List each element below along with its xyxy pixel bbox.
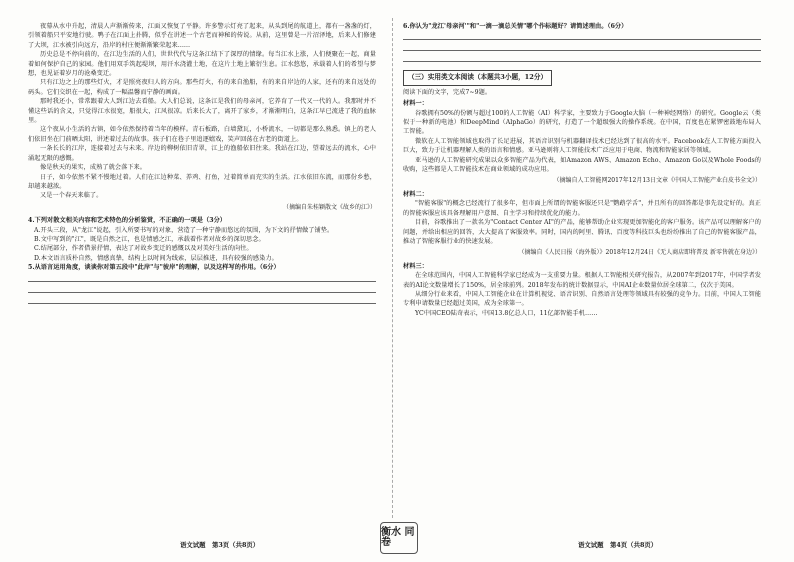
passage-paragraph: 历史总是不停向前的，在江边生活的人们，世世代代与这条江结下了深厚的情缘。每当江水上涨，人们便聚在一起，商量着如何保护自己的家园。他们用双手筑起堤坝，用汗水浇灌土地，在这片土地上繁衍生息。江水悠悠，承载着人们的希望与梦想，也见证着岁月的沧桑变迁。 <box>28 51 376 78</box>
material-1-title: 材料一： <box>403 100 428 108</box>
passage-paragraph: 只有江边之上的那些灯火，才是照亮夜归人的方向。那些灯火，有的来自渔船，有的来自岸边的人家，还有的来自远处的码头。它们交织在一起，构成了一幅温馨而宁静的画面。 <box>28 79 376 96</box>
material-1-source: （摘编自人工智能网2017年12月13日文章《中国人工智能产业白皮书全文》） <box>553 177 761 185</box>
answer-line[interactable] <box>28 273 376 282</box>
question-6-title: 6.你认为"龙江'母亲河'"和"一滴一滴总关情"哪个作标题好？请简述理由。（6分） <box>403 23 628 30</box>
passage-paragraph: 又是一个春天来临了。 <box>40 192 103 200</box>
material-3-paragraph: 从细分行业来看，中国人工智能企业在计算机视觉、语音识别、自然语言处理等领域具有较强的竞争力。目前，中国人工智能专利申请数量已经超过美国，成为全球第一。 <box>403 290 761 308</box>
answer-line[interactable] <box>28 284 376 293</box>
passage-paragraph: 一条长长的江岸，连接着过去与未来。岸边的柳树依旧青翠，江上的渔船依旧往来。我站在江边，望着远去的流水，心中涌起无限的感慨。 <box>28 145 376 162</box>
material-2-title: 材料二： <box>403 190 428 198</box>
material-3-title: 材料三： <box>403 262 428 270</box>
passage-source: （摘编自朱桂颖散文《故乡的江》） <box>282 203 376 211</box>
question-4-option-b: B.文中写到的"江"，既是自然之江，也是情感之江，承载着作者对故乡的深切思念。 <box>34 235 265 243</box>
section-title: （三）实用类文本阅读（本题共3小题，12分） <box>403 70 552 85</box>
answer-line[interactable] <box>28 295 376 304</box>
section-intro: 阅读下面的文字，完成7~9题。 <box>403 88 492 96</box>
answer-line[interactable] <box>403 53 761 62</box>
question-4-title: 4.下列对散文相关内容和艺术特色的分析鉴赏，不正确的一项是（3分） <box>28 217 227 225</box>
passage-paragraph: 夜幕从水中升起，清晨人声渐渐传来，江面又恢复了平静。许多警示灯亮了起来，从头到尾的航道上，都有一盏盏的灯，引领着船只平安地行驶。鸭子在江面上扑腾，似乎在讲述一个古老而神秘的传说。从前，这里曾是一片沼泽地，后来人们修建了大坝，江水被引向远方，沿岸的村庄便渐渐繁荣起来…… <box>28 23 376 49</box>
question-5-title: 5.从语言运用角度，谈谈你对第五段中"此岸"与"彼岸"的理解，以及这样写的作用。（6分） <box>28 264 280 272</box>
passage-paragraph: 像是秋天的果实，成熟了就会落下来。 <box>40 164 147 172</box>
material-1-paragraph: 微软在人工智能领域也取得了长足进展，其语音识别与机器翻译技术已经达到了很高的水平。Facebook在人工智能方面投入巨大，致力于让机器理解人类的语言和情感。亚马逊则将人工智能技术广泛应用于电商、物流和智能家居等领域。 <box>403 137 761 155</box>
material-2-source: （摘编自《人民日报（海外版）》2018年12月24日《无人商店即将普及 新零售就在身边》） <box>518 249 761 257</box>
answer-line[interactable] <box>403 31 761 40</box>
material-2-paragraph: 目前，谷歌推出了一款名为"Contact Center AI"的产品，能够帮助企业实现更加智能化的客户服务。该产品可以理解客户的问题，并给出相应的回答，大大提高了客服效率。同时，国内的阿里、腾讯、百度等科技巨头也纷纷推出了自己的智能客服产品，推动了智能客服行业的快速发展。 <box>403 219 761 245</box>
footer-left-page-label: 语文试题 第3页（共8页） <box>180 541 260 549</box>
question-4-option-a: A.开头三段，从"龙江"说起，引入所要书写的对象，营造了一种宁静而悠远的氛围，为下文的抒情做了铺垫。 <box>34 226 334 234</box>
material-2-paragraph: "智能客服"的概念已经流行了很多年，但市面上所谓的智能客服还只是"鹦鹉学舌"，并且所有的回答都是事先设定好的。真正的智能客服应该具备理解用户意图、自主学习和持续优化的能力。 <box>403 200 761 217</box>
passage-paragraph: 那时我还小，常常跟着大人到江边去看船。大人们总说，这条江是我们的母亲河，它养育了一代又一代的人。我那时并不懂这些话的含义，只觉得江水很宽，船很大，江风很凉。后来长大了，离开了家乡，才渐渐明白，这条江早已流进了我的血脉里。 <box>28 98 376 125</box>
material-1-paragraph: 谷歌拥有50%的份额与超过100的人工智能（AI）科学家，主要致力于Google大脑（一种神经网络）的研究。Google云（类似于一种新的电池）和DeepMind（AlphaGo）的研究，打造了一个超级强大的操作系统。在中国，百度也在紧锣密鼓地布局人工智能。 <box>403 109 761 136</box>
material-3-paragraph: YC中国CEO陆奇表示，中国13.8亿总人口，11亿部智能手机…… <box>415 309 598 317</box>
question-4-option-d: D.本文语言质朴自然，情感真挚，结构上以时间为线索，层层推进，具有较强的感染力。 <box>34 254 278 262</box>
exam-logo: 衡水 同卷 <box>380 522 418 554</box>
left-column <box>28 22 376 306</box>
footer-right-page-label: 语文试题 第4页（共8页） <box>578 541 658 549</box>
passage-paragraph: 这个夜从小生活的古镇，如今依然保持着当年的模样。青石板路，白墙黛瓦，小桥流水，一切都是那么熟悉。镇上的老人们依旧坐在门前晒太阳，讲述着过去的故事。孩子们在巷子里追逐嬉戏，笑声回荡在古老的街道上。 <box>28 126 376 143</box>
question-4-option-c: C.结尾部分，作者借景抒情，表达了对故乡变迁的感慨以及对美好生活的向往。 <box>34 245 253 253</box>
right-column <box>403 22 761 318</box>
passage-paragraph: 日子，如今依然不紧不慢地过着。人们在江边种菜、养鸡、打鱼，过着简单而充实的生活。江水依旧东流，而那份乡愁，却越来越浓。 <box>28 173 376 190</box>
column-divider <box>392 18 393 518</box>
material-3-paragraph: 在全球范围内，中国人工智能科学家已经成为一支重要力量。根据人工智能相关研究报告，从2007年到2017年，中国学者发表的AI论文数量增长了150%，居全球前列。2018年发布的统计数据显示，中国AI企业数量位居全球第二，仅次于美国。 <box>403 272 761 289</box>
material-1-paragraph: 亚马逊的人工智能研究成果以众多智能产品为代表，如Amazon AWS、Amazon Echo、Amazon Go以及Whole Foods的收购，这些都是人工智能技术在商业领域的成功应用。 <box>403 156 761 174</box>
answer-line[interactable] <box>403 42 761 51</box>
